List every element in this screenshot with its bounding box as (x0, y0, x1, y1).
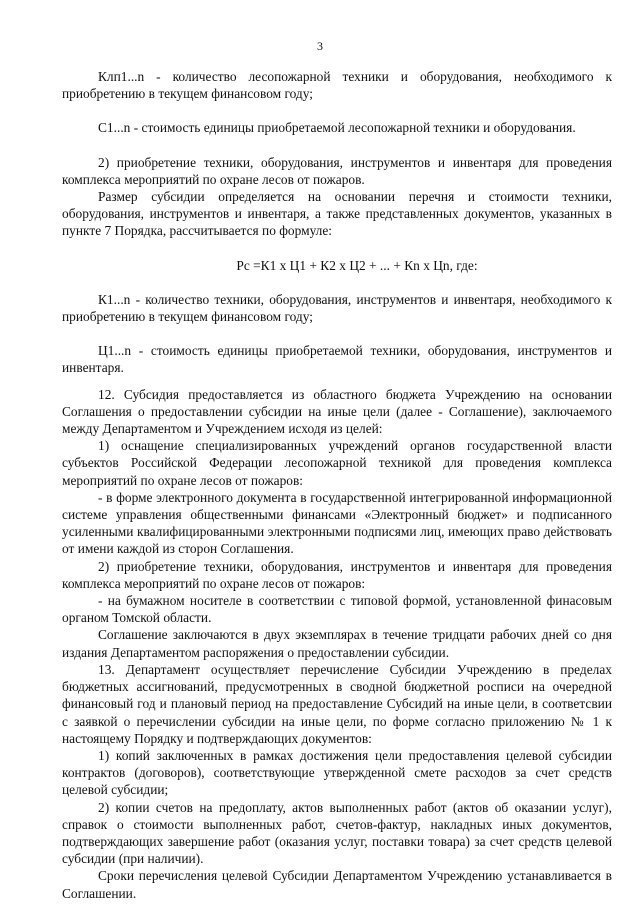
paragraph-13: 13. Департамент осуществляет перечисление Субсидии Учреждению в пределах бюджетных ассигнований, предусмотренных в сводной бюджетной росписи на очередной финансовый год и плановый период на предоставление Субсидий на иные цели, в соответсвии с заявкой о перечислении субсидии на иные цели, по форме согласно приложению № 1 к настоящему Порядку и подтверждающих документов: (62, 661, 612, 746)
paragraph-subsidy-size: Размер субсидии определяется на основании перечня и стоимости техники, оборудования, инструментов и инвентаря, а также представленных документов, указанных в пункте 7 Порядка, рассчитывается по формуле: (62, 189, 612, 239)
paragraph-agreement: Соглашение заключаются в двух экземплярах в течение тридцати рабочих дней со дня издания Департаментом распоряжения о предоставлении субсидии. (62, 627, 612, 660)
paragraph-12: 12. Субсидия предоставляется из областного бюджета Учреждению на основании Соглашения о предоставлении субсидии на иные цели (далее - Соглашение), заключаемого между Департаментом и Учреждением исходя из целей: (62, 386, 612, 437)
paragraph-ts1: Ц1...n - стоимость единицы приобретаемой техники, оборудования, инструментов и инвентаря. (62, 343, 612, 376)
paragraph-electronic-form: - в форме электронного документа в государственной интегрированной информационной системе управления общественными финансами «Электронный бюджет» и подписанного усиленными квалифицированными электронными подписями лиц, имеющих право действовать от имени каждой из сторон Соглашения. (62, 489, 612, 557)
paragraph-13-item-2: 2) копии счетов на предоплату, актов выполненных работ (актов об оказании услуг), справок о стоимости выполненных работ, счетов-фактур, накладных иных документов, подтверждающих завершение работ (оказания услуг, поставки товара) за счет средств целевой субсидии (при наличии). (62, 799, 612, 867)
paragraph-item-2: 2) приобретение техники, оборудования, инструментов и инвентаря для проведения комплекса мероприятий по охране лесов от пожаров. (62, 154, 612, 187)
formula: Рс =К1 х Ц1 + К2 х Ц2 + ... + Кn х Цn, где: (236, 257, 478, 273)
paragraph-13-item-1: 1) копий заключенных в рамках достижения цели предоставления целевой субсидии контрактов (договоров), соответствующие утвержденной смете расходов за счет средств целевой субсидии; (62, 747, 612, 798)
paragraph-paper-form: - на бумажном носителе в соответствии с типовой формой, установленной финасовым органом Томской области. (62, 593, 612, 626)
paragraph-klp: Клп1...n - количество лесопожарной техники и оборудования, необходимого к приобретению в текущем финансовом году; (62, 69, 612, 102)
paragraph-c1: С1...n - стоимость единицы приобретаемой лесопожарной техники и оборудования. (98, 120, 576, 136)
paragraph-12-item-2: 2) приобретение техники, оборудования, инструментов и инвентаря для проведения комплекса мероприятий по охране лесов от пожаров: (62, 558, 612, 591)
paragraph-terms: Сроки перечисления целевой Субсидии Департаментом Учреждению устанавливается в Соглашении. (62, 868, 612, 901)
page-number: 3 (317, 39, 323, 53)
paragraph-12-item-1: 1) оснащение специализированных учреждений органов государственной власти субъектов Российской Федерации лесопожарной техникой для проведения комплекса мероприятий по охране лесов от пожаров: (62, 438, 612, 488)
paragraph-k1: К1...n - количество техники, оборудования, инструментов и инвентаря, необходимого к приобретению в текущем финансовом году; (62, 291, 612, 325)
document-body (62, 68, 612, 902)
